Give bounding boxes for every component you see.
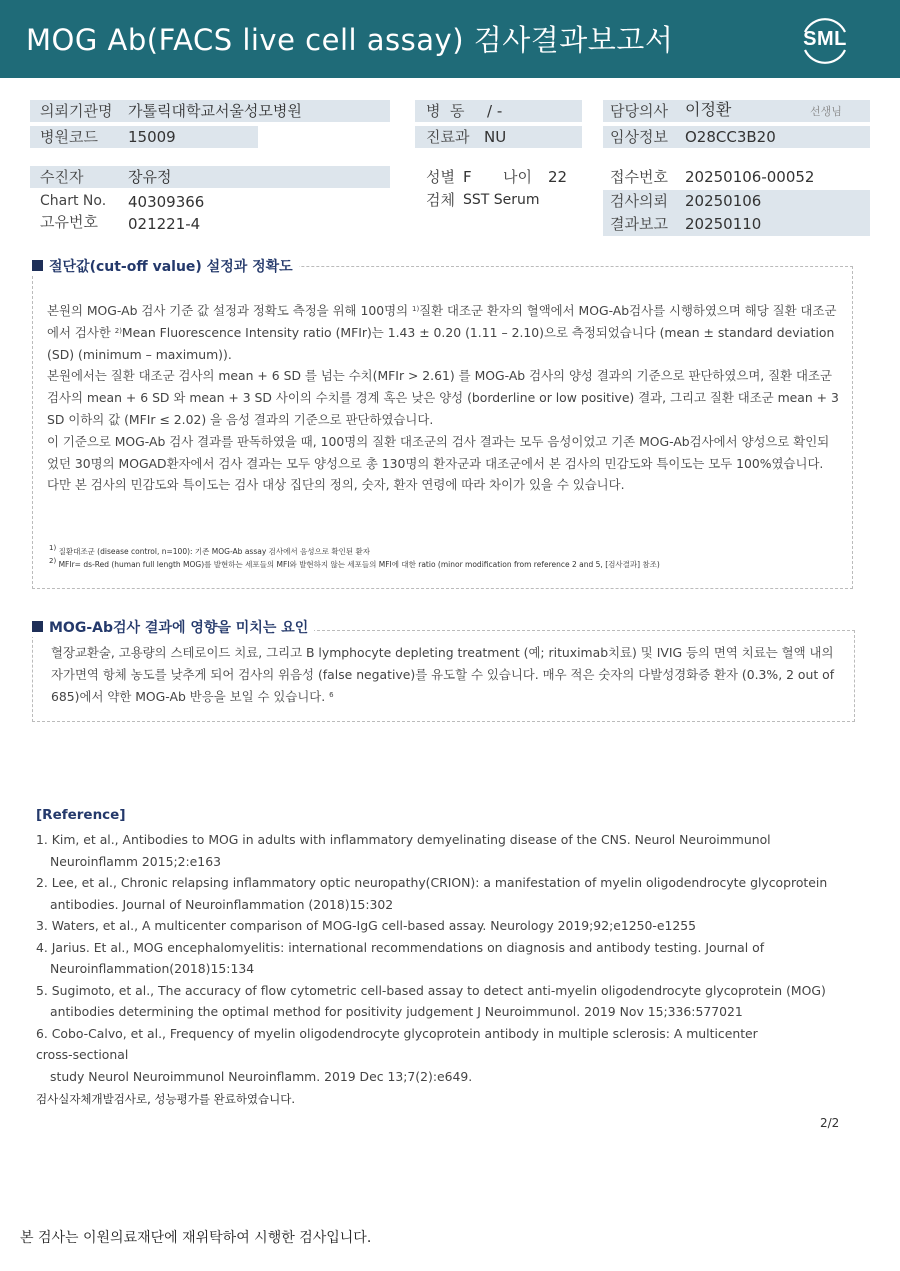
factors-section-title: MOG-Ab검사 결과에 영향을 미치는 요인 — [32, 617, 314, 637]
reference-line: 6. Cobo-Calvo, et al., Frequency of myelin oligodendrocyte glycoprotein antibody in multiple sclerosis: A multicenter — [36, 1025, 758, 1041]
reconsignment-note: 본 검사는 이원의료재단에 재위탁하여 시행한 검사입니다. — [20, 1230, 372, 1246]
specimen-value: SST Serum — [463, 192, 540, 208]
sml-logo — [795, 10, 855, 70]
reference-item — [36, 872, 856, 915]
footnote-2: $^{2)}$ MFIr= ds-Red (human full length MOG)를 발현하는 세포들의 MFI와 발현하지 않는 세포들의 MFI에 대한 ratio (minor modification from reference 2 and 5, [검사결과] 참조) — [49, 557, 660, 569]
cutoff-paragraph-2: 본원에서는 질환 대조군 검사의 mean + 6 SD 를 넘는 수치(MFIr > 2.61) 를 MOG-Ab 검사의 양성 결과의 기준으로 판단하였으며, 질환 대조군 검사의 mean + 6 SD 와 mean + 3 SD 사이의 수치를 경계 혹은 낮은 양성 (borderline or low positive) 결과, 그리고 질환 대조군 mean + 3 SD 이하의 값 (MFIr ≤ 2.02) 을 음성 결과의 기준으로 판단하였습니다. — [47, 368, 839, 427]
hospital-code-label: 병원코드 — [40, 128, 98, 146]
chart-no-label: Chart No. — [40, 193, 107, 209]
section-bullet-icon — [32, 260, 43, 271]
reference-title: [Reference] — [36, 807, 126, 823]
report-date-value: 20250110 — [685, 215, 762, 233]
institution-value: 가톨릭대학교서울성모병원 — [128, 102, 302, 120]
request-date-label: 검사의뢰 — [610, 192, 668, 210]
reference-line: antibodies determining the optimal method for positivity judgement J Neuroimmunol. 2019 Nov 15;336:577021 — [50, 1004, 743, 1019]
section-bullet-icon — [32, 621, 43, 632]
reference-line: 1. Kim, et al., Antibodies to MOG in adults with inflammatory demyelinating disease of the CNS. Neurol Neuroimmunol — [36, 832, 771, 847]
cutoff-section-text — [47, 300, 839, 496]
cutoff-section-title: 절단값(cut-off value) 설정과 정확도 — [32, 256, 299, 276]
reference-item — [36, 980, 856, 1023]
report-title: MOG Ab(FACS live cell assay) 검사결과보고서 — [26, 23, 674, 57]
sex-label: 성별 — [426, 168, 455, 186]
unique-no-value: 021221-4 — [128, 215, 201, 233]
patient-label: 수진자 — [40, 168, 84, 186]
report-header — [0, 0, 900, 78]
cutoff-paragraph-3: 이 기준으로 MOG-Ab 검사 결과를 판독하였을 때, 100명의 질환 대조군의 검사 결과는 모두 음성이었고 기존 MOG-Ab검사에서 양성으로 확인되었던 30명의 MOGAD환자에서 검사 결과는 모두 양성으로 총 130명의 환자군과 대조군에서 본 검사의 민감도와 특이도는 모두 100%였습니다. 다만 본 검사의 민감도와 특이도는 검사 대상 집단의 정의, 숫자, 환자 연령에 따라 차이가 있을 수 있습니다. — [47, 433, 830, 493]
reference-line: 3. Waters, et al., A multicenter comparison of MOG-IgG cell-based assay. Neurology 2019;92;e1250-e1255 — [36, 918, 697, 933]
reference-line: 5. Sugimoto, et al., The accuracy of flow cytometric cell-based assay to detect anti-myelin oligodendrocyte glycoprotein (MOG) — [36, 982, 826, 998]
report-date-label: 결과보고 — [610, 215, 668, 233]
cutoff-paragraph-1: 본원의 MOG-Ab 검사 기준 값 설정과 정확도 측정을 위해 100명의 $^{1)}$질환 대조군 환자의 혈액에서 MOG-Ab검사를 시행하였으며 해당 질환 대조군에서 검사한 $^{2)}$Mean Fluorescence Intensity ratio (MFIr)는 1.43 ± 0.20 (1.11 – 2.10)으로 측정되었습니다 (mean ± standard deviation (SD) (minimum – maximum)). — [47, 303, 837, 362]
reference-line: 2. Lee, et al., Chronic relapsing inflammatory optic neuropathy(CRION): a manifestation of myelin oligodendrocyte glycoprotein — [36, 875, 828, 890]
patient-value: 장유정 — [128, 168, 172, 186]
reference-line: Neuroinflamm 2015;2:e163 — [50, 853, 221, 869]
reference-item — [36, 1023, 856, 1088]
receipt-label: 접수번호 — [610, 168, 668, 186]
logo-text: SML — [803, 28, 847, 50]
footnote-1: $^{1)}$ 질환대조군 (disease control, n=100): 기존 MOG-Ab assay 검사에서 음성으로 확인된 환자 — [49, 544, 370, 556]
receipt-value: 20250106-00052 — [685, 168, 815, 186]
reference-list — [36, 829, 856, 1087]
request-date-value: 20250106 — [685, 192, 762, 210]
reference-item — [36, 937, 856, 980]
reference-line: antibodies. Journal of Neuroinflammation (2018)15:302 — [50, 896, 394, 912]
ward-label: 병 동 — [426, 102, 465, 120]
age-label: 나이 — [503, 168, 532, 186]
chart-no-value: 40309366 — [128, 193, 205, 211]
reference-line: cross-sectional — [36, 1047, 129, 1062]
reference-line: 4. Jarius. Et al., MOG encephalomyelitis: international recommendations on diagnosis and antibody testing. Journal of — [36, 939, 765, 955]
sex-value: F — [463, 168, 472, 186]
doctor-value: 이정환 — [685, 100, 732, 119]
reference-item — [36, 915, 856, 937]
reference-line: study Neurol Neuroimmunol Neuroinflamm. 2019 Dec 13;7(2):e649. — [50, 1068, 473, 1084]
reference-item — [36, 829, 856, 872]
clinical-info-label: 임상정보 — [610, 128, 668, 146]
page-number: 2/2 — [820, 1116, 840, 1130]
ward-value: / - — [487, 102, 503, 120]
factors-section-text: 혈장교환술, 고용량의 스테로이드 치료, 그리고 B lymphocyte depleting treatment (예; rituximab치료) 및 IVIG 등의 면역 치료는 혈액 내의 자가면역 항체 농도를 낮추게 되어 검사의 위음성 (false negative)를 유도할 수 있습니다. 매우 적은 숫자의 다발성경화증 환자 (0.3%, 2 out of 685)에서 약한 MOG-Ab 반응을 보일 수 있습니다. $^6$ — [51, 645, 835, 704]
reference-line: Neuroinflammation(2018)15:134 — [50, 961, 255, 976]
doctor-suffix: 선생님 — [810, 105, 842, 118]
specimen-label: 검체 — [426, 191, 455, 209]
unique-no-label: 고유번호 — [40, 213, 98, 231]
hospital-code-value: 15009 — [128, 128, 176, 146]
certification-note: 검사실자체개발검사로, 성능평가를 완료하였습니다. — [36, 1092, 296, 1106]
department-label: 진료과 — [426, 128, 470, 146]
doctor-label: 담당의사 — [610, 102, 668, 120]
department-value: NU — [484, 128, 507, 146]
clinical-info-value: O28CC3B20 — [685, 128, 776, 146]
institution-label: 의뢰기관명 — [40, 102, 113, 120]
age-value: 22 — [548, 168, 568, 186]
